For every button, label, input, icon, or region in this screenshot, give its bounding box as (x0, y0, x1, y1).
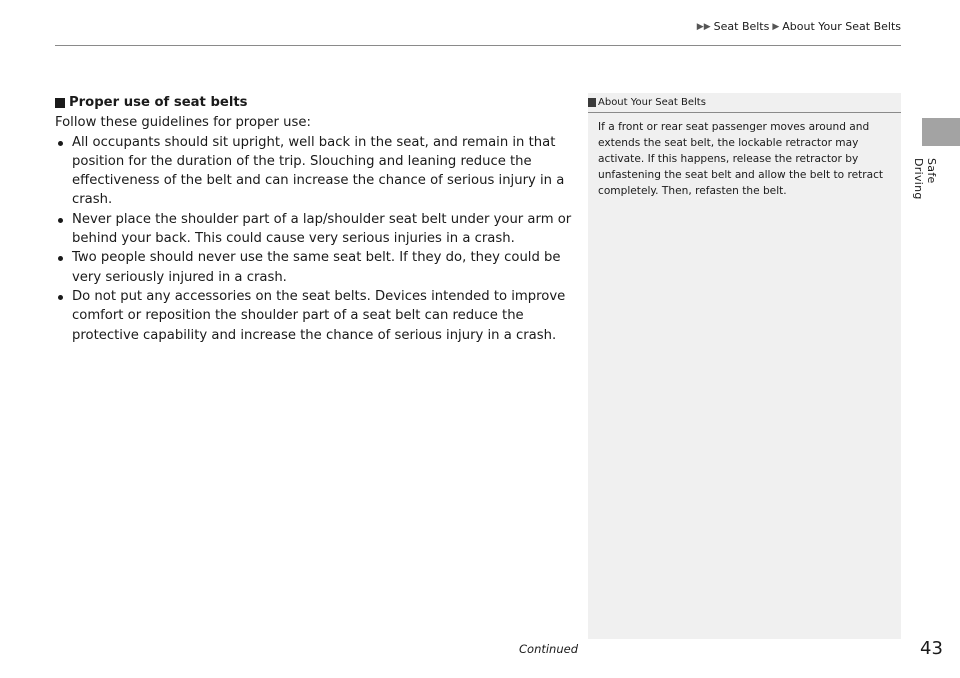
breadcrumb (697, 20, 901, 33)
note-panel (588, 93, 901, 639)
breadcrumb-item-seat-belts[interactable]: Seat Belts (713, 20, 770, 33)
reference-icon (588, 98, 596, 107)
section-tab-marker (922, 118, 960, 146)
section-label: Safe Driving (912, 158, 938, 200)
arrow-right-icon: ▶ (772, 21, 780, 32)
list-item-text: Do not put any accessories on the seat belts. Devices intended to improve comfort or reposition the shoulder part of a seat belt can reduce the protective capability and increase the chance of serious injury in a crash. (72, 288, 566, 343)
bullet-dot-icon (58, 256, 63, 261)
list-item-text: All occupants should sit upright, well back in the seat, and remain in that position for the duration of the trip. Slouching and leaning reduce the effectiveness of the belt and can increase the chance of serious injury in a crash. (72, 134, 565, 208)
bullet-dot-icon (58, 295, 63, 300)
list-item-text: Two people should never use the same seat belt. If they do, they could be very seriously injured in a crash. (72, 250, 561, 285)
note-header (588, 97, 901, 113)
note-body: If a front or rear seat passenger moves around and extends the seat belt, the lockable retractor may activate. If this happens, release the retractor by unfastening the seat belt and allow the belt to retract completely. Then, refasten the belt. (598, 121, 884, 197)
page-number: 43 (920, 638, 943, 659)
list-item (55, 287, 573, 345)
continued-label: Continued (519, 642, 579, 656)
section-heading-text: Proper use of seat belts (69, 95, 248, 110)
intro-text: Follow these guidelines for proper use: (55, 115, 311, 131)
section-heading (55, 93, 573, 112)
square-bullet-icon (55, 98, 65, 108)
list-item (55, 133, 573, 210)
list-item (55, 248, 573, 287)
bullet-dot-icon (58, 141, 63, 146)
main-content (55, 93, 573, 345)
bullet-dot-icon (58, 218, 63, 223)
arrow-right-icon: ▶▶ (696, 21, 711, 32)
list-item (55, 210, 573, 249)
breadcrumb-item-about-seat-belts[interactable]: About Your Seat Belts (782, 20, 901, 33)
header-divider (55, 45, 901, 46)
guideline-list (55, 133, 573, 345)
note-title: About Your Seat Belts (598, 97, 706, 108)
list-item-text: Never place the shoulder part of a lap/shoulder seat belt under your arm or behind your back. This could cause very serious injuries in a crash. (72, 211, 572, 247)
